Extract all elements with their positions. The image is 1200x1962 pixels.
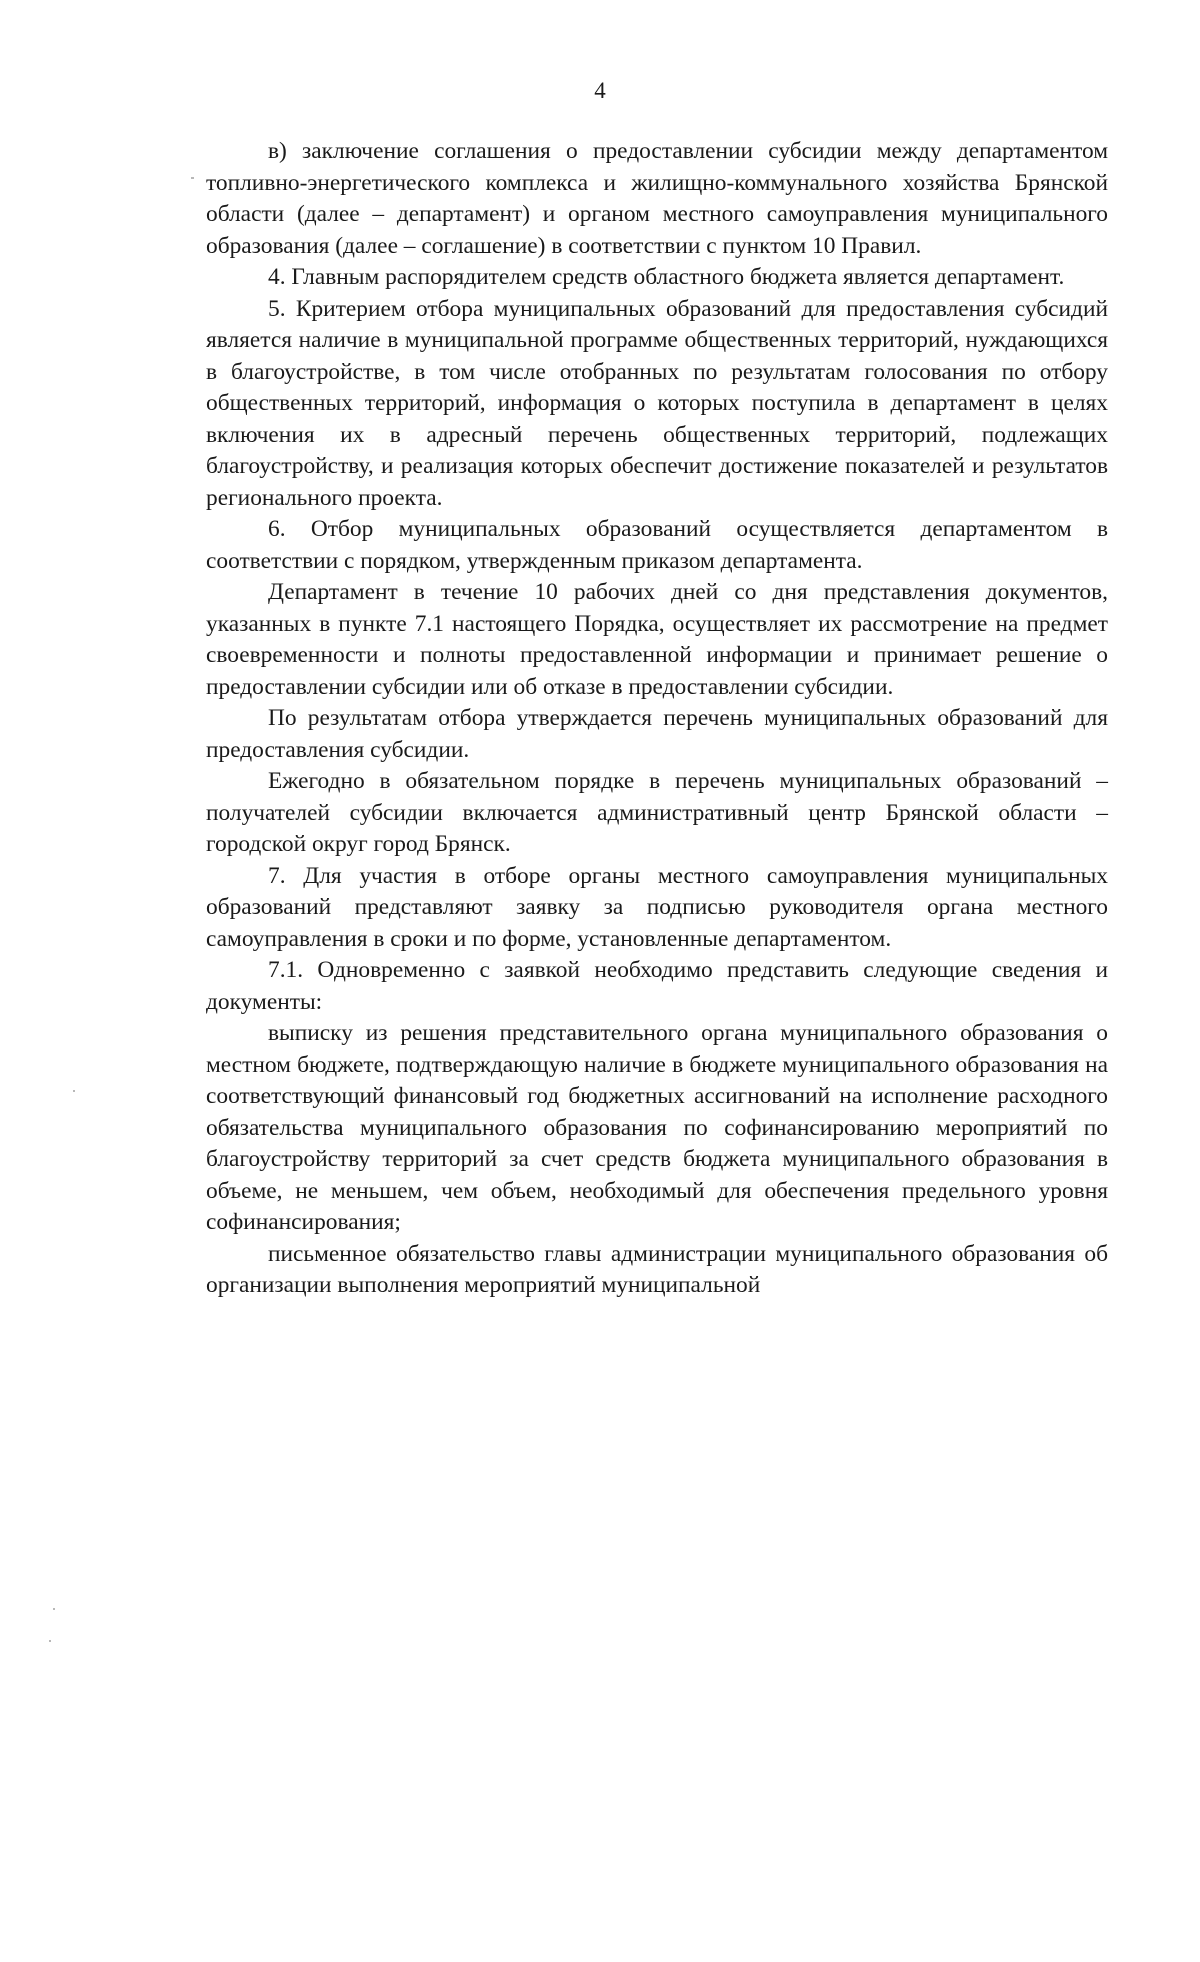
paragraph-review-period: Департамент в течение 10 рабочих дней со дня представления документов, указанных в пункте 7.1 настоящего Порядка, осуществляет их рассмотрение на предмет своевременности и полноты предоставленной информации и принимает решение о предоставлении субсидии или об отказе в предоставлении субсидии. <box>206 579 1108 700</box>
paragraph-approved-list: По результатам отбора утверждается перечень муниципальных образований для предоставления субсидии. <box>206 705 1108 763</box>
scan-mark <box>49 1640 51 1642</box>
paragraph-bryansk-inclusion: Ежегодно в обязательном порядке в перечень муниципальных образований – получателей субсидии включается административный центр Брянской области – городской округ город Брянск. <box>206 768 1108 857</box>
paragraph-selection-procedure: 6. Отбор муниципальных образований осуществляется департаментом в соответствии с порядком, утвержденным приказом департамента. <box>206 516 1108 574</box>
scan-mark <box>73 1090 75 1092</box>
paragraph-budget-extract: выписку из решения представительного органа муниципального образования о местном бюджете, подтверждающую наличие в бюджете муниципального образования на соответствующий финансовый год бюджетных ассигнований на исполнение расходного обязательства муниципального образования по софинансированию мероприятий по благоустройству территорий за счет средств бюджета муниципального образования в объеме, не меньшем, чем объем, необходимый для обеспечения предельного уровня софинансирования; <box>206 1020 1108 1235</box>
scan-mark <box>53 1608 55 1610</box>
paragraph-written-obligation: письменное обязательство главы администрации муниципального образования об организации выполнения мероприятий муниципальной <box>206 1240 1108 1298</box>
paragraph-agreement: в) заключение соглашения о предоставлении субсидии между департаментом топливно-энергетического комплекса и жилищно-коммунального хозяйства Брянской области (далее – департамент) и органом местного самоуправления муниципального образования (далее – соглашение) в соответствии с пунктом 10 Правил. <box>206 138 1108 259</box>
scan-mark <box>191 177 194 179</box>
paragraph-required-documents: 7.1. Одновременно с заявкой необходимо представить следующие сведения и документы: <box>206 957 1108 1015</box>
paragraph-selection-criterion: 5. Критерием отбора муниципальных образований для предоставления субсидий является наличие в муниципальной программе общественных территорий, нуждающихся в благоустройстве, в том числе отобранных по результатам голосования по отбору общественных территорий, информация о которых поступила в департамент в целях включения их в адресный перечень общественных территорий, подлежащих благоустройству, и реализация которых обеспечит достижение показателей и результатов регионального проекта. <box>206 295 1108 511</box>
document-body <box>206 136 1108 1302</box>
page-number: 4 <box>594 78 606 103</box>
paragraph-application: 7. Для участия в отборе органы местного самоуправления муниципальных образований представляют заявку за подписью руководителя органа местного самоуправления в сроки и по форме, установленные департаментом. <box>206 862 1108 952</box>
paragraph-main-administrator: 4. Главным распорядителем средств областного бюджета является департамент. <box>268 264 1065 290</box>
